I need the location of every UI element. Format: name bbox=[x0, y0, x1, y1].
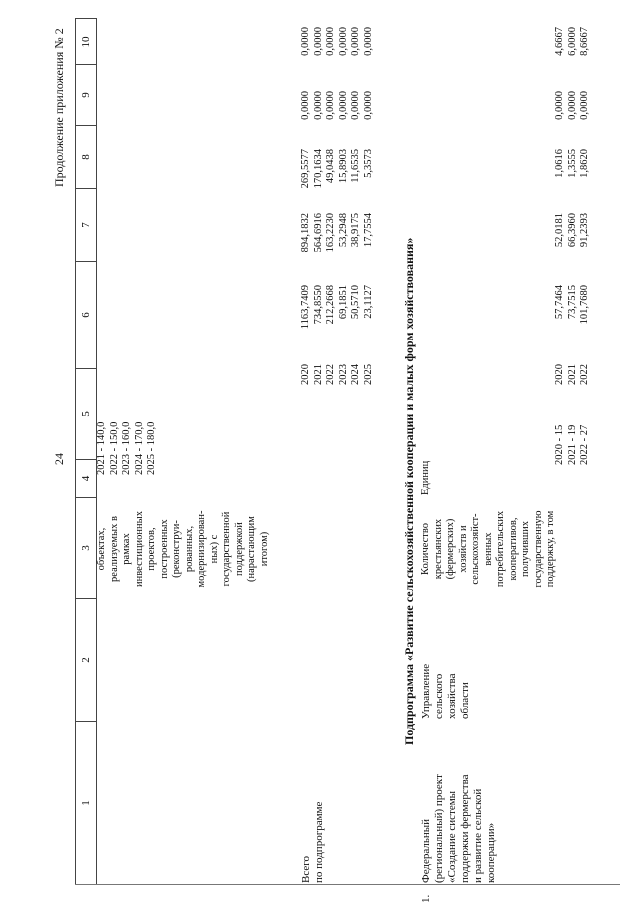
row-cont-indicator bbox=[96, 499, 271, 599]
column-header-row bbox=[75, 18, 97, 885]
row1-col7 bbox=[554, 213, 592, 265]
cell: 0,0000 bbox=[350, 91, 361, 120]
indicator-line: итогом) bbox=[258, 531, 270, 567]
cell: 73,7515 bbox=[566, 285, 578, 320]
cell: 15,8903 bbox=[337, 149, 349, 184]
cell: 66,3960 bbox=[566, 213, 578, 248]
indicator-line: крестьянских bbox=[432, 518, 444, 580]
target-value: 2023 - 160,0 bbox=[121, 421, 132, 475]
total-label bbox=[300, 802, 326, 883]
cell: 4,6667 bbox=[554, 27, 565, 56]
cell: 269,5577 bbox=[300, 149, 311, 189]
cell: 0,0000 bbox=[300, 91, 311, 120]
cell: 91,2393 bbox=[579, 213, 590, 248]
project-line: поддержки фермерства bbox=[459, 774, 471, 883]
cell: 69,1851 bbox=[337, 285, 349, 320]
year: 2024 bbox=[350, 364, 361, 385]
row1-executor bbox=[420, 664, 472, 719]
indicator-line: венных bbox=[482, 532, 494, 566]
indicator-line: (нарастающим bbox=[246, 516, 257, 582]
cell: 0,0000 bbox=[337, 91, 349, 120]
target-value: 2025 - 180,0 bbox=[146, 421, 157, 475]
page-number: 24 bbox=[52, 453, 66, 465]
indicator-line: поддержку, в том bbox=[545, 510, 556, 588]
total-col10 bbox=[300, 27, 375, 79]
cell: 170,1634 bbox=[312, 149, 324, 189]
subprogram-title: Подпрограмма «Развитие сельскохозяйственной кооперации и малых форм хозяйствования» bbox=[402, 237, 416, 745]
indicator-line: кооперативов, bbox=[507, 517, 519, 581]
table-left-border bbox=[75, 884, 620, 885]
cell: 53,2948 bbox=[337, 213, 349, 248]
year: 2023 bbox=[337, 364, 349, 385]
target-value: 2020 - 15 bbox=[554, 424, 565, 465]
col-header-8: 8 bbox=[76, 125, 96, 188]
cell: 38,9175 bbox=[350, 213, 361, 248]
cell: 0,0000 bbox=[579, 91, 590, 120]
year: 2020 bbox=[554, 364, 565, 385]
row1-indicator bbox=[420, 499, 558, 599]
year: 2020 bbox=[300, 364, 311, 385]
cell: 1,3555 bbox=[566, 149, 578, 178]
row1-col10 bbox=[554, 27, 592, 79]
col-header-9: 9 bbox=[76, 64, 96, 125]
executor-line: сельского bbox=[433, 673, 445, 719]
cell: 1163,7409 bbox=[300, 285, 311, 330]
cell: 0,0000 bbox=[362, 91, 374, 120]
cell: 0,0000 bbox=[300, 27, 311, 56]
indicator-line: модернизирован- bbox=[196, 510, 207, 588]
cell: 8,6667 bbox=[579, 27, 590, 56]
cell: 5,3573 bbox=[362, 149, 374, 178]
col-header-2: 2 bbox=[76, 598, 96, 721]
target-value: 2022 - 150,0 bbox=[108, 421, 120, 475]
col-header-6: 6 bbox=[76, 261, 96, 368]
executor-line: области bbox=[459, 682, 471, 719]
row1-targets bbox=[554, 425, 592, 465]
indicator-line: проектов, bbox=[146, 527, 157, 571]
project-line: «Создание системы bbox=[446, 790, 458, 883]
row-cont-targets bbox=[96, 422, 159, 475]
row1-col9 bbox=[554, 91, 592, 141]
cell: 1,8620 bbox=[579, 149, 590, 178]
cell: 0,0000 bbox=[312, 27, 324, 56]
cell: 101,7680 bbox=[579, 285, 590, 325]
total-label-line: Всего bbox=[300, 856, 312, 883]
row1-col6 bbox=[554, 285, 592, 339]
year: 2025 bbox=[362, 364, 374, 385]
total-years bbox=[300, 364, 375, 385]
col-header-10: 10 bbox=[80, 36, 92, 48]
cell: 0,0000 bbox=[337, 27, 349, 56]
indicator-line: государственную bbox=[532, 510, 544, 588]
row1-number: 1. bbox=[420, 894, 432, 903]
col-header-5: 5 bbox=[76, 368, 96, 459]
indicator-line: потребительских bbox=[495, 510, 506, 588]
col-header-3: 3 bbox=[76, 497, 96, 598]
target-value: 2024 - 170,0 bbox=[133, 421, 145, 475]
cell: 1,0616 bbox=[554, 149, 565, 178]
cell: 0,0000 bbox=[325, 91, 336, 120]
col-header-1: 1 bbox=[76, 721, 96, 884]
total-label-line: по подпрограмме bbox=[313, 801, 325, 883]
year: 2021 bbox=[566, 364, 578, 385]
row1-project-name bbox=[420, 774, 498, 883]
executor-line: хозяйства bbox=[446, 673, 458, 719]
indicator-line: построенных bbox=[158, 519, 170, 579]
cell: 17,7554 bbox=[362, 213, 374, 248]
cell: 52,0181 bbox=[554, 213, 565, 248]
cell: 212,2668 bbox=[325, 285, 336, 325]
project-line: и развитие сельской bbox=[472, 788, 484, 883]
target-value: 2021 - 19 bbox=[566, 424, 578, 465]
unit: Единиц bbox=[420, 460, 431, 495]
cell: 163,2230 bbox=[325, 213, 336, 253]
cell: 11,6535 bbox=[350, 149, 361, 183]
year: 2022 bbox=[325, 364, 336, 385]
target-value: 2021 - 140,0 bbox=[96, 421, 107, 475]
cell: 0,0000 bbox=[566, 91, 578, 120]
total-col7 bbox=[300, 213, 375, 265]
appendix-note: Продолжение приложения № 2 bbox=[52, 28, 66, 187]
project-line: (региональный) проект bbox=[433, 774, 445, 883]
cell: 23,1127 bbox=[362, 285, 374, 319]
indicator-line: получивших bbox=[520, 520, 531, 578]
year: 2021 bbox=[312, 364, 324, 385]
project-line: Федеральный bbox=[420, 818, 432, 883]
indicator-line: сельскохозяйст- bbox=[470, 513, 481, 585]
cell: 894,1832 bbox=[300, 213, 311, 253]
cell: 6,0000 bbox=[566, 27, 578, 56]
indicator-line: поддержкой bbox=[233, 522, 245, 576]
cell: 0,0000 bbox=[350, 27, 361, 56]
year: 2022 bbox=[579, 364, 590, 385]
indicator-line: реализуемых в bbox=[108, 516, 120, 582]
cell: 734,8550 bbox=[312, 285, 324, 325]
col-header-7: 7 bbox=[76, 188, 96, 261]
cell: 57,7464 bbox=[554, 285, 565, 320]
cell: 49,0438 bbox=[325, 149, 336, 184]
target-value: 2022 - 27 bbox=[579, 424, 590, 465]
indicator-line: хозяйств и bbox=[457, 525, 469, 573]
cell: 0,0000 bbox=[325, 27, 336, 56]
total-col8 bbox=[300, 149, 375, 201]
indicator-line: Количество bbox=[420, 522, 431, 576]
cell: 0,0000 bbox=[312, 91, 324, 120]
row1-unit bbox=[420, 461, 433, 495]
indicator-line: рамках bbox=[121, 533, 132, 565]
indicator-line: ных) с bbox=[208, 534, 220, 564]
total-col9 bbox=[300, 91, 375, 141]
executor-line: Управление bbox=[420, 663, 432, 719]
cell: 564,6916 bbox=[312, 213, 324, 253]
indicator-line: (реконструи- bbox=[171, 520, 182, 578]
indicator-line: объектах, bbox=[96, 527, 107, 571]
indicator-line: государственной bbox=[221, 511, 232, 587]
indicator-line: (фермерских) bbox=[445, 518, 456, 580]
total-col6 bbox=[300, 285, 375, 339]
row1-col8 bbox=[554, 149, 592, 201]
cell: 50,5710 bbox=[350, 285, 361, 320]
cell: 0,0000 bbox=[362, 27, 374, 56]
col-header-4: 4 bbox=[76, 459, 96, 497]
cell: 0,0000 bbox=[554, 91, 565, 120]
row1-years bbox=[554, 364, 592, 385]
indicator-line: рованных, bbox=[183, 525, 195, 573]
project-line: кооперации» bbox=[485, 822, 497, 883]
indicator-line: инвестиционных bbox=[133, 511, 145, 587]
